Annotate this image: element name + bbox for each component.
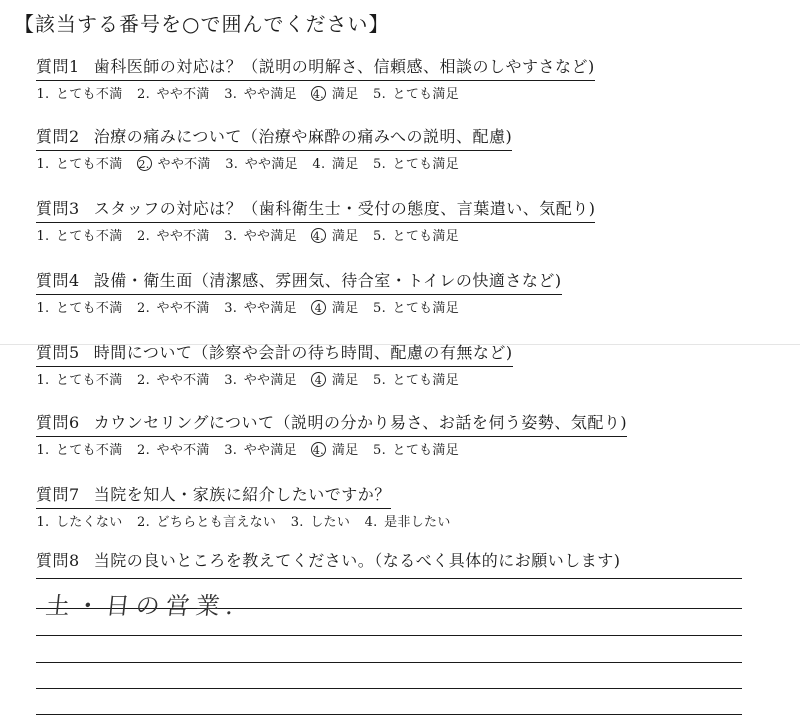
choice-number: 1. [36,301,50,316]
choice-option[interactable] [36,297,123,316]
choice-number: 3. [224,373,238,388]
choice-number: 4. [312,444,324,457]
choice-option[interactable] [312,153,359,172]
answer-choices [36,511,776,530]
choice-number: 1. [36,87,50,102]
choice-option[interactable] [36,511,123,530]
question-label: 質問7 [36,485,80,504]
choice-option[interactable] [137,369,210,388]
choice-number: 2. [137,301,151,316]
choice-number: 1. [36,229,50,244]
choice-option[interactable] [373,225,460,244]
choice-label: とても満足 [392,87,460,102]
choice-option[interactable] [36,439,123,458]
choice-label: とても不満 [56,301,123,316]
answer-choices [36,225,776,244]
choice-label: やや満足 [244,157,298,172]
choice-option-selected[interactable] [311,439,359,458]
choice-option[interactable] [137,439,210,458]
choice-option[interactable] [137,511,277,530]
question-label: 質問1 [36,57,80,76]
choice-label: やや不満 [157,157,211,172]
choice-label: 満足 [331,373,359,388]
question-5 [36,340,776,388]
choice-number: 3. [224,443,238,458]
choice-number: 5. [373,229,387,244]
choice-number: 3. [224,301,238,316]
choice-option[interactable] [224,83,297,102]
choice-number: 5. [373,157,387,172]
choice-label: したくない [56,515,123,530]
choice-number: 5. [373,87,387,102]
choice-label: どちらとも言えない [156,515,277,530]
question-label: 質問5 [36,343,80,362]
choice-label: したい [310,515,351,530]
answer-line [36,578,742,579]
question-text: 当院を知人・家族に紹介したいですか？ [93,485,391,504]
choice-option[interactable] [137,83,210,102]
question-text: スタッフの対応は？（歯科衛生士・受付の態度、言葉遣い、気配り) [93,199,596,218]
question-title [36,196,595,223]
choice-number: 3. [224,229,238,244]
choice-label: やや不満 [156,443,210,458]
choice-number: 5. [373,373,387,388]
choice-option-selected[interactable] [311,83,359,102]
question-label: 質問6 [36,413,80,432]
choice-option[interactable] [224,297,297,316]
choice-option[interactable] [373,153,460,172]
answer-line [36,635,742,636]
question-6 [36,410,776,458]
answer-choices [36,153,776,172]
question-1 [36,54,776,102]
question-text: 当院の良いところを教えてください。（なるべく具体的にお願いします) [93,551,621,570]
question-8 [36,548,776,574]
choice-number: 4. [312,230,324,243]
choice-label: 満足 [331,157,359,172]
choice-option[interactable] [36,369,123,388]
answer-line [36,714,742,715]
choice-label: やや満足 [243,229,297,244]
choice-number: 4 [311,372,326,387]
choice-number: 4. [312,157,326,172]
choice-number: 1. [36,443,50,458]
choice-option[interactable] [373,439,460,458]
answer-choices [36,297,776,316]
question-text: 時間について（診察や会計の待ち時間、配慮の有無など) [93,343,513,362]
handwritten-answer[interactable]: 土・日の営業. [44,592,241,620]
choice-option[interactable] [224,369,297,388]
choice-label: 満足 [331,87,359,102]
choice-number: 2. [137,443,151,458]
question-text: 設備・衛生面（清潔感、雰囲気、待合室・トイレの快適さなど) [93,271,562,290]
question-4 [36,268,776,316]
choice-option[interactable] [36,83,123,102]
question-2 [36,124,776,172]
choice-number: 3. [224,87,238,102]
choice-label: とても不満 [56,229,123,244]
question-title [36,268,562,295]
choice-number: 2. [138,158,150,171]
choice-label: やや不満 [156,301,210,316]
choice-number: 1. [36,373,50,388]
choice-number: 2. [137,373,151,388]
question-text: カウンセリングについて（説明の分かり易さ、お話を伺う姿勢、気配り) [93,413,628,432]
instruction-header: 【該当する番号を○で囲んでください】 [14,12,390,36]
choice-label: 満足 [331,301,359,316]
answer-line [36,662,742,663]
choice-label: やや不満 [156,229,210,244]
question-text: 治療の痛みについて（治療や麻酔の痛みへの説明、配慮) [93,127,513,146]
choice-number: 2. [137,229,151,244]
question-title [36,54,595,81]
choice-option[interactable] [290,511,350,530]
choice-option[interactable] [373,83,460,102]
question-title [36,548,620,574]
choice-option[interactable] [373,369,460,388]
answer-choices [36,439,776,458]
question-title [36,410,627,437]
question-7 [36,482,776,530]
choice-option[interactable] [364,511,451,530]
choice-number: 1. [36,515,50,530]
choice-option-selected[interactable] [311,225,359,244]
question-label: 質問3 [36,199,80,218]
choice-label: やや不満 [156,373,210,388]
choice-option[interactable] [224,439,297,458]
choice-option[interactable] [373,297,460,316]
choice-number: 5. [373,301,387,316]
choice-number: 2. [137,87,151,102]
answer-line [36,688,742,689]
question-label: 質問4 [36,271,80,290]
choice-label: やや満足 [243,301,297,316]
choice-label: やや満足 [243,443,297,458]
choice-option[interactable] [224,225,297,244]
choice-label: とても不満 [56,443,123,458]
choice-label: 満足 [331,229,359,244]
choice-option[interactable] [137,225,210,244]
choice-number: 4. [364,515,378,530]
question-text: 歯科医師の対応は？（説明の明解さ、信頼感、相談のしやすさなど) [93,57,595,76]
choice-number: 1. [36,157,50,172]
choice-option[interactable] [137,297,210,316]
choice-option-selected[interactable] [311,297,359,316]
choice-number: 3. [225,157,239,172]
choice-label: とても満足 [392,443,460,458]
choice-label: やや満足 [243,87,297,102]
question-label: 質問8 [36,551,80,570]
choice-number: 4 [311,300,326,315]
choice-number: 5. [373,443,387,458]
choice-number: 3. [290,515,304,530]
choice-label: 満足 [331,443,359,458]
answer-choices [36,369,776,388]
choice-label: とても満足 [392,373,460,388]
choice-label: とても満足 [392,229,460,244]
choice-label: とても満足 [392,301,460,316]
choice-label: やや不満 [156,87,210,102]
answer-choices [36,83,776,102]
question-label: 質問2 [36,127,80,146]
choice-label: とても不満 [56,373,123,388]
choice-option[interactable] [36,153,123,172]
choice-option-selected[interactable] [137,153,211,172]
choice-label: やや満足 [243,373,297,388]
choice-label: とても不満 [56,157,123,172]
choice-label: とても不満 [56,87,123,102]
choice-number: 4. [312,88,324,101]
choice-option[interactable] [225,153,298,172]
question-title [36,482,391,509]
choice-label: 是非したい [384,515,451,530]
question-title [36,340,513,367]
choice-label: とても満足 [392,157,460,172]
question-3 [36,196,776,244]
choice-option-selected[interactable] [311,369,359,388]
choice-number: 2. [137,515,151,530]
question-title [36,124,512,151]
choice-option[interactable] [36,225,123,244]
